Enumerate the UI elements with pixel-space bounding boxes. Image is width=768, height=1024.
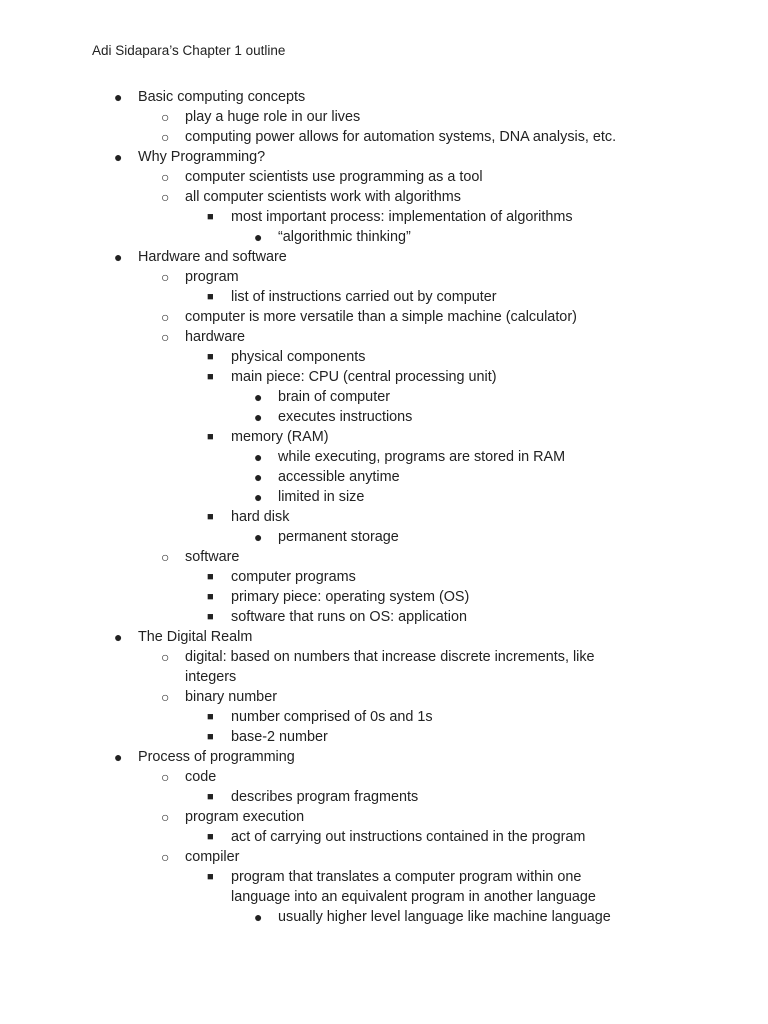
outline-item [0, 287, 768, 307]
bullet-icon: ■ [207, 791, 214, 803]
bullet-icon: ○ [161, 769, 170, 785]
bullet-icon: ○ [161, 549, 170, 565]
outline-item-text: “algorithmic thinking” [278, 229, 411, 245]
outline-item [0, 267, 768, 287]
outline-item [0, 227, 768, 247]
outline-item-text: list of instructions carried out by computer [231, 289, 497, 305]
outline-item [0, 687, 768, 707]
outline-item-text: program that translates a computer program within one [231, 869, 582, 885]
bullet-icon: ● [254, 489, 263, 505]
outline-item [0, 327, 768, 347]
outline-item [0, 727, 768, 747]
bullet-icon: ■ [207, 431, 214, 443]
bullet-icon: ● [114, 629, 123, 645]
outline-item-text: computing power allows for automation systems, DNA analysis, etc. [185, 129, 617, 145]
outline-item [0, 127, 768, 147]
outline-item-text: digital: based on numbers that increase discrete increments, like [185, 649, 595, 665]
bullet-icon: ○ [161, 129, 170, 145]
outline-item-text: compiler [185, 849, 240, 865]
outline-item [0, 827, 768, 847]
outline-item-text: hard disk [231, 509, 290, 525]
bullet-icon: ■ [207, 731, 214, 743]
bullet-icon: ○ [161, 649, 170, 665]
outline-item-text: program execution [185, 809, 305, 825]
outline-item [0, 627, 768, 647]
bullet-icon: ● [254, 909, 263, 925]
outline-item-text: play a huge role in our lives [185, 109, 361, 125]
bullet-icon: ○ [161, 329, 170, 345]
bullet-icon: ○ [161, 169, 170, 185]
outline-item-text: computer is more versatile than a simple machine (calculator) [185, 309, 577, 325]
outline-item-text: executes instructions [278, 409, 413, 425]
outline-item-text: permanent storage [278, 529, 399, 545]
outline-item-text: computer programs [231, 569, 356, 585]
outline-item [0, 807, 768, 827]
bullet-icon: ● [114, 249, 123, 265]
outline-item [0, 407, 768, 427]
outline-item-text: main piece: CPU (central processing unit) [231, 369, 497, 385]
outline-item [0, 747, 768, 767]
outline-item-text: physical components [231, 349, 366, 365]
outline-item [0, 247, 768, 267]
outline-item [0, 527, 768, 547]
outline-item [0, 387, 768, 407]
outline-item-text: Why Programming? [138, 149, 266, 165]
outline-item [0, 667, 768, 687]
outline-item-text: brain of computer [278, 389, 390, 405]
outline-item-text: integers [185, 669, 237, 685]
outline-item-text: program [185, 269, 239, 285]
outline-item-text: all computer scientists work with algorithms [185, 189, 461, 205]
bullet-icon: ■ [207, 571, 214, 583]
outline-item-text: base-2 number [231, 729, 328, 745]
outline-item [0, 347, 768, 367]
outline-item [0, 847, 768, 867]
outline-item-text: software that runs on OS: application [231, 609, 467, 625]
bullet-icon: ● [254, 229, 263, 245]
outline-item-text: code [185, 769, 217, 785]
outline-item-text: usually higher level language like machine language [278, 909, 611, 925]
outline-item [0, 767, 768, 787]
outline-list [0, 87, 768, 927]
bullet-icon: ■ [207, 211, 214, 223]
outline-item [0, 467, 768, 487]
outline-item-text: binary number [185, 689, 277, 705]
outline-item [0, 87, 768, 107]
outline-item-text: memory (RAM) [231, 429, 329, 445]
outline-item [0, 887, 768, 907]
bullet-icon: ● [114, 149, 123, 165]
bullet-icon: ○ [161, 809, 170, 825]
bullet-icon: ● [114, 749, 123, 765]
bullet-icon: ■ [207, 711, 214, 723]
bullet-icon: ● [254, 529, 263, 545]
bullet-icon: ■ [207, 291, 214, 303]
outline-item-text: software [185, 549, 240, 565]
bullet-icon: ● [254, 449, 263, 465]
outline-item [0, 147, 768, 167]
outline-item [0, 647, 768, 667]
outline-item-text: describes program fragments [231, 789, 419, 805]
outline-item [0, 567, 768, 587]
bullet-icon: ■ [207, 511, 214, 523]
outline-item [0, 427, 768, 447]
outline-item-text: language into an equivalent program in another language [231, 889, 596, 905]
bullet-icon: ● [114, 89, 123, 105]
outline-item [0, 867, 768, 887]
outline-item [0, 607, 768, 627]
outline-item-text: limited in size [278, 489, 365, 505]
outline-item [0, 307, 768, 327]
bullet-icon: ○ [161, 269, 170, 285]
bullet-icon: ○ [161, 189, 170, 205]
outline-item-text: The Digital Realm [138, 629, 253, 645]
outline-item [0, 207, 768, 227]
outline-item-text: act of carrying out instructions contained in the program [231, 829, 586, 845]
outline-item [0, 367, 768, 387]
document-title: Adi Sidapara’s Chapter 1 outline [92, 43, 286, 58]
outline-item-text: hardware [185, 329, 245, 345]
bullet-icon: ■ [207, 831, 214, 843]
outline-item-text: computer scientists use programming as a tool [185, 169, 483, 185]
outline-item [0, 587, 768, 607]
bullet-icon: ■ [207, 871, 214, 883]
outline-item [0, 447, 768, 467]
bullet-icon: ● [254, 409, 263, 425]
outline-item [0, 707, 768, 727]
bullet-icon: ● [254, 389, 263, 405]
outline-item-text: most important process: implementation of algorithms [231, 209, 573, 225]
outline-item [0, 907, 768, 927]
bullet-icon: ■ [207, 591, 214, 603]
outline-item-text: while executing, programs are stored in RAM [278, 449, 566, 465]
outline-item [0, 187, 768, 207]
outline-item-text: accessible anytime [278, 469, 400, 485]
outline-item-text: Process of programming [138, 749, 295, 765]
outline-item-text: primary piece: operating system (OS) [231, 589, 470, 605]
bullet-icon: ○ [161, 689, 170, 705]
outline-item [0, 107, 768, 127]
outline-item-text: number comprised of 0s and 1s [231, 709, 433, 725]
bullet-icon: ■ [207, 371, 214, 383]
outline-item-text: Basic computing concepts [138, 89, 306, 105]
outline-item [0, 787, 768, 807]
bullet-icon: ○ [161, 849, 170, 865]
outline-item [0, 507, 768, 527]
bullet-icon: ○ [161, 309, 170, 325]
bullet-icon: ● [254, 469, 263, 485]
outline-item-text: Hardware and software [138, 249, 287, 265]
bullet-icon: ■ [207, 351, 214, 363]
outline-item [0, 547, 768, 567]
outline-item [0, 487, 768, 507]
bullet-icon: ■ [207, 611, 214, 623]
bullet-icon: ○ [161, 109, 170, 125]
outline-item [0, 167, 768, 187]
